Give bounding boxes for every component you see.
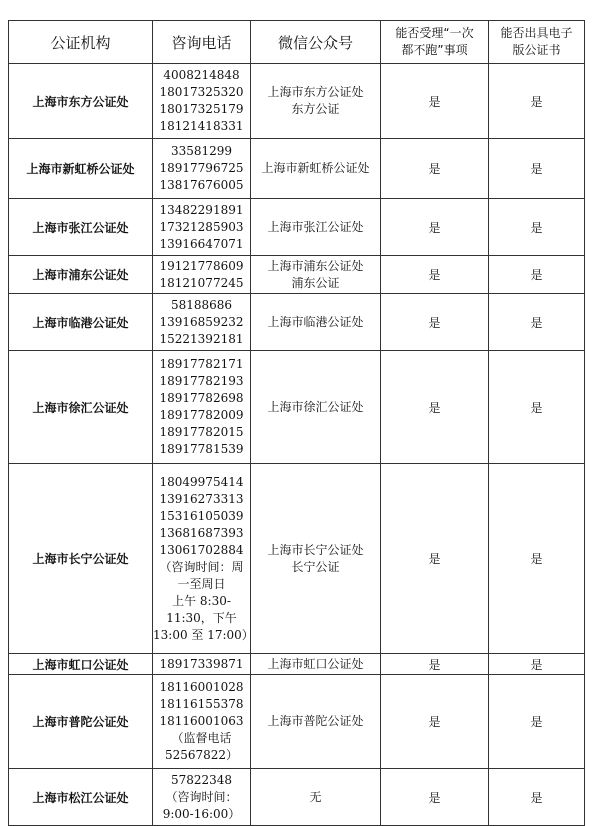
phone-line: 11:30，下午 xyxy=(166,610,237,625)
org-name-cell: 上海市张江公证处 xyxy=(9,199,153,256)
header-wechat: 微信公众号 xyxy=(251,21,381,64)
wechat-account-cell xyxy=(251,256,381,294)
e-certificate-cell: 是 xyxy=(489,139,585,199)
wechat-account-cell xyxy=(251,199,381,256)
org-name-cell: 上海市徐汇公证处 xyxy=(9,351,153,464)
header-once-line1: 能否受理“一次 xyxy=(395,26,474,40)
phone-line: 18917782193 xyxy=(159,374,244,388)
phone-cell xyxy=(153,769,251,826)
org-name-cell: 上海市临港公证处 xyxy=(9,294,153,351)
phone-line: 15316105039 xyxy=(159,508,244,523)
table-row xyxy=(9,351,585,464)
phone-line: 18917339871 xyxy=(159,656,244,671)
phone-line: 4008214848 xyxy=(163,68,240,82)
phone-line: 13916273313 xyxy=(159,491,244,506)
once-service-cell: 是 xyxy=(381,769,489,826)
e-certificate-cell: 是 xyxy=(489,769,585,826)
phone-line: 一至周日 xyxy=(177,576,226,591)
org-name-cell: 上海市新虹桥公证处 xyxy=(9,139,153,199)
header-e-certificate xyxy=(489,21,585,64)
table-row xyxy=(9,64,585,139)
phone-line: （监督电话 xyxy=(171,731,232,745)
wechat-account-line: 上海市徐汇公证处 xyxy=(267,399,364,414)
phone-line: 13061702884 xyxy=(159,542,244,557)
header-epub-line2: 版公证书 xyxy=(512,43,561,57)
phone-line: 上午 8:30- xyxy=(172,593,231,608)
once-service-cell: 是 xyxy=(381,199,489,256)
wechat-account-cell xyxy=(251,675,381,769)
phone-cell xyxy=(153,464,254,654)
phone-line: 19121778609 xyxy=(159,258,244,273)
table-row xyxy=(9,199,585,256)
wechat-account-cell xyxy=(251,464,381,654)
wechat-account-line: 上海市虹口公证处 xyxy=(267,656,364,671)
phone-line: 13:00 至 17:00） xyxy=(153,627,254,642)
phone-cell xyxy=(153,675,251,769)
phone-cell xyxy=(153,64,251,139)
org-name-cell: 上海市普陀公证处 xyxy=(9,675,153,769)
org-name-cell: 上海市松江公证处 xyxy=(9,769,153,826)
notary-office-table xyxy=(8,20,585,826)
once-service-cell: 是 xyxy=(381,654,489,675)
wechat-account-cell xyxy=(251,139,381,199)
wechat-account-cell xyxy=(251,769,381,826)
org-name-cell: 上海市东方公证处 xyxy=(9,64,153,139)
phone-line: 18116001028 xyxy=(159,680,244,694)
phone-line: 9:00-16:00） xyxy=(162,806,241,821)
phone-line: 18917782015 xyxy=(159,425,244,439)
header-once-service xyxy=(381,21,489,64)
wechat-account-line: 上海市浦东公证处 xyxy=(267,258,364,273)
wechat-account-line: 浦东公证 xyxy=(291,275,340,290)
phone-line: 52567822） xyxy=(164,748,239,762)
phone-cell xyxy=(153,256,251,294)
wechat-account-line: 东方公证 xyxy=(291,102,340,116)
header-once-line2: 都不跑”事项 xyxy=(401,43,468,57)
phone-cell xyxy=(153,139,251,199)
once-service-cell: 是 xyxy=(381,256,489,294)
table-row xyxy=(9,464,585,654)
phone-cell xyxy=(153,654,251,675)
phone-line: 17321285903 xyxy=(159,219,244,234)
once-service-cell: 是 xyxy=(381,139,489,199)
phone-line: 18917782698 xyxy=(159,391,244,405)
e-certificate-cell: 是 xyxy=(489,654,585,675)
e-certificate-cell: 是 xyxy=(489,464,585,654)
wechat-account-line: 上海市长宁公证处 xyxy=(267,542,364,557)
table-row xyxy=(9,256,585,294)
once-service-cell: 是 xyxy=(381,351,489,464)
wechat-account-line: 长宁公证 xyxy=(291,559,340,574)
table-row xyxy=(9,294,585,351)
e-certificate-cell: 是 xyxy=(489,64,585,139)
phone-line: 18917782171 xyxy=(159,357,244,371)
phone-line: 13817676005 xyxy=(159,178,244,192)
wechat-account-cell xyxy=(251,654,381,675)
phone-line: 18049975414 xyxy=(159,474,244,489)
phone-line: 13482291891 xyxy=(159,202,244,217)
once-service-cell: 是 xyxy=(381,464,489,654)
phone-line: 18917781539 xyxy=(159,442,244,456)
phone-line: 15221392181 xyxy=(159,331,244,346)
phone-line: 18017325179 xyxy=(159,102,244,116)
org-name-cell: 上海市虹口公证处 xyxy=(9,654,153,675)
phone-line: 58188686 xyxy=(170,297,233,312)
phone-line: 33581299 xyxy=(170,144,233,158)
once-service-cell: 是 xyxy=(381,64,489,139)
wechat-account-line: 上海市临港公证处 xyxy=(267,314,364,329)
phone-line: （咨询时间： xyxy=(165,789,238,804)
header-epub-line1: 能否出具电子 xyxy=(500,26,573,40)
once-service-cell: 是 xyxy=(381,294,489,351)
phone-line: 57822348 xyxy=(170,772,233,787)
phone-cell xyxy=(153,351,251,464)
table-row xyxy=(9,654,585,675)
phone-line: 13916647071 xyxy=(159,236,244,251)
phone-line: 18917782009 xyxy=(159,408,244,422)
e-certificate-cell: 是 xyxy=(489,294,585,351)
header-row xyxy=(9,21,585,64)
once-service-cell: 是 xyxy=(381,675,489,769)
wechat-account-line: 上海市普陀公证处 xyxy=(267,714,364,728)
wechat-account-line: 上海市新虹桥公证处 xyxy=(261,161,370,175)
phone-cell xyxy=(153,199,251,256)
phone-line: 18116155378 xyxy=(159,697,244,711)
wechat-account-cell xyxy=(251,64,381,139)
wechat-account-cell xyxy=(251,351,381,464)
e-certificate-cell: 是 xyxy=(489,199,585,256)
phone-line: （咨询时间：周 xyxy=(159,559,244,574)
phone-cell xyxy=(153,294,251,351)
phone-line: 18121418331 xyxy=(159,119,244,133)
phone-line: 13681687393 xyxy=(159,525,244,540)
wechat-account-line: 上海市张江公证处 xyxy=(267,219,364,234)
wechat-account-cell xyxy=(251,294,381,351)
table-row xyxy=(9,139,585,199)
org-name-cell: 上海市浦东公证处 xyxy=(9,256,153,294)
wechat-account-line: 无 xyxy=(309,789,322,804)
e-certificate-cell: 是 xyxy=(489,675,585,769)
phone-line: 18116001063 xyxy=(159,714,244,728)
phone-line: 13916859232 xyxy=(159,314,244,329)
e-certificate-cell: 是 xyxy=(489,351,585,464)
table-row xyxy=(9,675,585,769)
phone-line: 18121077245 xyxy=(159,275,244,290)
phone-line: 18917796725 xyxy=(159,161,244,175)
e-certificate-cell: 是 xyxy=(489,256,585,294)
header-org: 公证机构 xyxy=(9,21,153,64)
org-name-cell: 上海市长宁公证处 xyxy=(9,464,153,654)
table-body xyxy=(9,64,585,826)
wechat-account-line: 上海市东方公证处 xyxy=(267,85,364,99)
phone-line: 18017325320 xyxy=(159,85,244,99)
header-phone: 咨询电话 xyxy=(153,21,251,64)
table-row xyxy=(9,769,585,826)
